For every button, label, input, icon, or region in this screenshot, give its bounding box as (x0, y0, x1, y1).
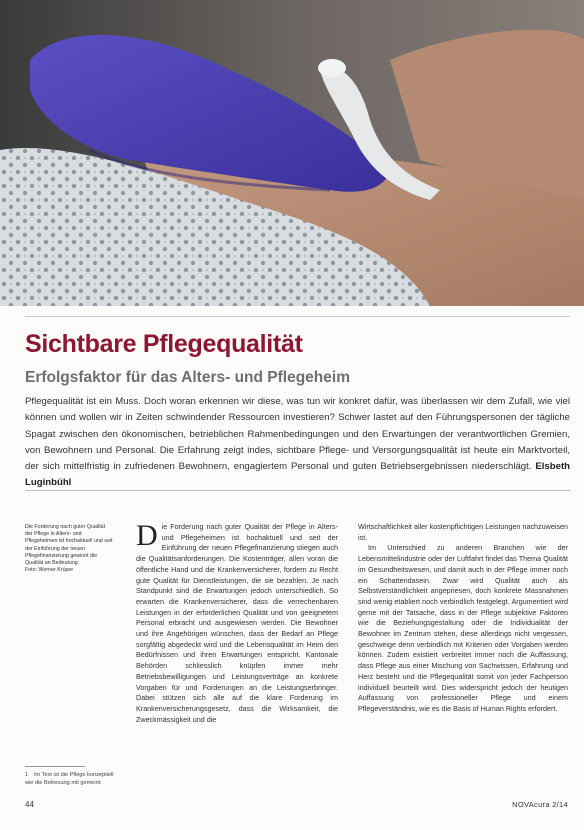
drop-cap: D (136, 519, 158, 552)
body-column-1 (136, 519, 338, 725)
header-photo (0, 0, 584, 306)
author-name: Elsbeth Luginbühl (25, 461, 570, 489)
article-title: Sichtbare Pflegequalität (25, 330, 303, 358)
article-lead (25, 394, 570, 492)
photo-credit: Foto: Werner Krüper (25, 567, 74, 574)
photo-caption (25, 524, 113, 574)
top-divider (25, 316, 570, 317)
footnote-text: Im Text ist die Pflege konzeptiell wie die Betreuung mit gemeint. (25, 772, 114, 786)
footnote-number: 1 (25, 772, 29, 778)
page-number: 44 (25, 800, 34, 809)
caption-text: Die Forderung nach guter Qualität der Pflege in Alters- und Pflegeheimen ist hochaktuell und seit der Einführung der neuen Pflegefinanzierung gewinnt die Qualität an Bedeutung. (25, 524, 113, 567)
col1-text: ie Forderung nach guter Qualität der Pflege in Alters- und Pflegeheimen ist hochaktuell und seit der Einführung der neuen Pflegefinanzierung stiegen auch die Qualitätsanforderungen. Die Kostenträger, allen voran die öffentliche Hand und die Krankenversicherer, fordern zu Recht gute Qualität für Dienstleistungen, die sie bezahlen. Je nach Standpunkt sind die Erwartungen jedoch unterschiedlich. So erwarten die Krankenversicherer, dass die verrechenbaren Leistungen in der erforderlichen Qualität und von geeignetem Personal erbracht und ausgewiesen werden. Die Bewohner und ihre Angehörigen wünschen, dass der Bedarf an Pflege sorgfältig abgedeckt wird und die Lebensqualität im Heim den Bedürfnissen und ihren Erwartungen entspricht. Kantonale Behörden schliesslich knüpfen immer mehr Betriebsbewilligungen und Leistungsverträge an konkrete Vorgaben für und Forderungen an die Leistungserbringer. Dabei stützen sich alle auf die klare Forderung im Krankenversicherungsgesetz, dass die Wirksamkeit, die Zweckmässigkeit und die (136, 522, 338, 724)
lead-divider (25, 490, 570, 491)
footnote (25, 772, 117, 787)
article-subtitle: Erfolgsfaktor für das Alters- und Pflegeheim (25, 369, 350, 386)
col2-paragraph-2: Im Unterschied zu anderen Branchen wie der Lebensmittelindustrie oder der Luftfahrt findet das Thema Qualität im Gesundheitswesen, und damit auch in der Pflege immer noch ein Schattendasein. Zwar wird Qualität auch als Selbstverständlichkeit angepriesen, doch konkrete Massnahmen sind wenig etabliert noch verbindlich festgelegt. Argumentiert wird gerne mit der Tatsache, dass in der Pflege subjektive Faktoren wie die Beziehungsgestaltung oder die Individualität der Bewohner im Zentrum stehen, diese allerdings nicht vergessen, geschweige denn verbindlich mit Kriterien oder Vorgaben werden können. Zudem existiert verbreitet immer noch die Auffassung, dass Pflege aus einer Mischung von Sachwissen, Erfahrung und Herz besteht und die Pflegequalität somit von jeder Fachperson individuell beurteilt wird. Dies widerspricht jedoch der heutigen Auffassung von professioneller Pflege und einem Pflegeverständnis, wie es die Basis of Human Rights erfordert. (358, 543, 568, 713)
body-column-2 (358, 522, 568, 715)
col2-paragraph-1: Wirtschaftlichkeit aller kostenpflichtigen Leistungen nachzuweisen ist. (358, 522, 568, 542)
footnote-divider (25, 766, 85, 767)
lead-text: Pflegequalität ist ein Muss. Doch woran erkennen wir diese, was tun wir konkret dafür, was überlassen wir dem Zufall, wie viel können und wollen wir in Zeiten schwindender Ressourcen investieren? Schwer lastet auf den Führungspersonen der tägliche Spagat zwischen den ökonomischen, betrieblichen Rahmenbedingungen und den Erwartungen der verantwortlichen Gremien, von Bewohnern und Personal. Die Erfahrung zeigt indes, sichtbare Pflege- und Versorgungsqualität ist heute ein Marktvorteil, der sich mittelfristig in zufriedenen Bewohnern, engagiertem Personal und guten Betriebsergebnissen niederschlägt. (25, 396, 570, 473)
journal-name: NOVAcura 2/14 (512, 800, 568, 809)
